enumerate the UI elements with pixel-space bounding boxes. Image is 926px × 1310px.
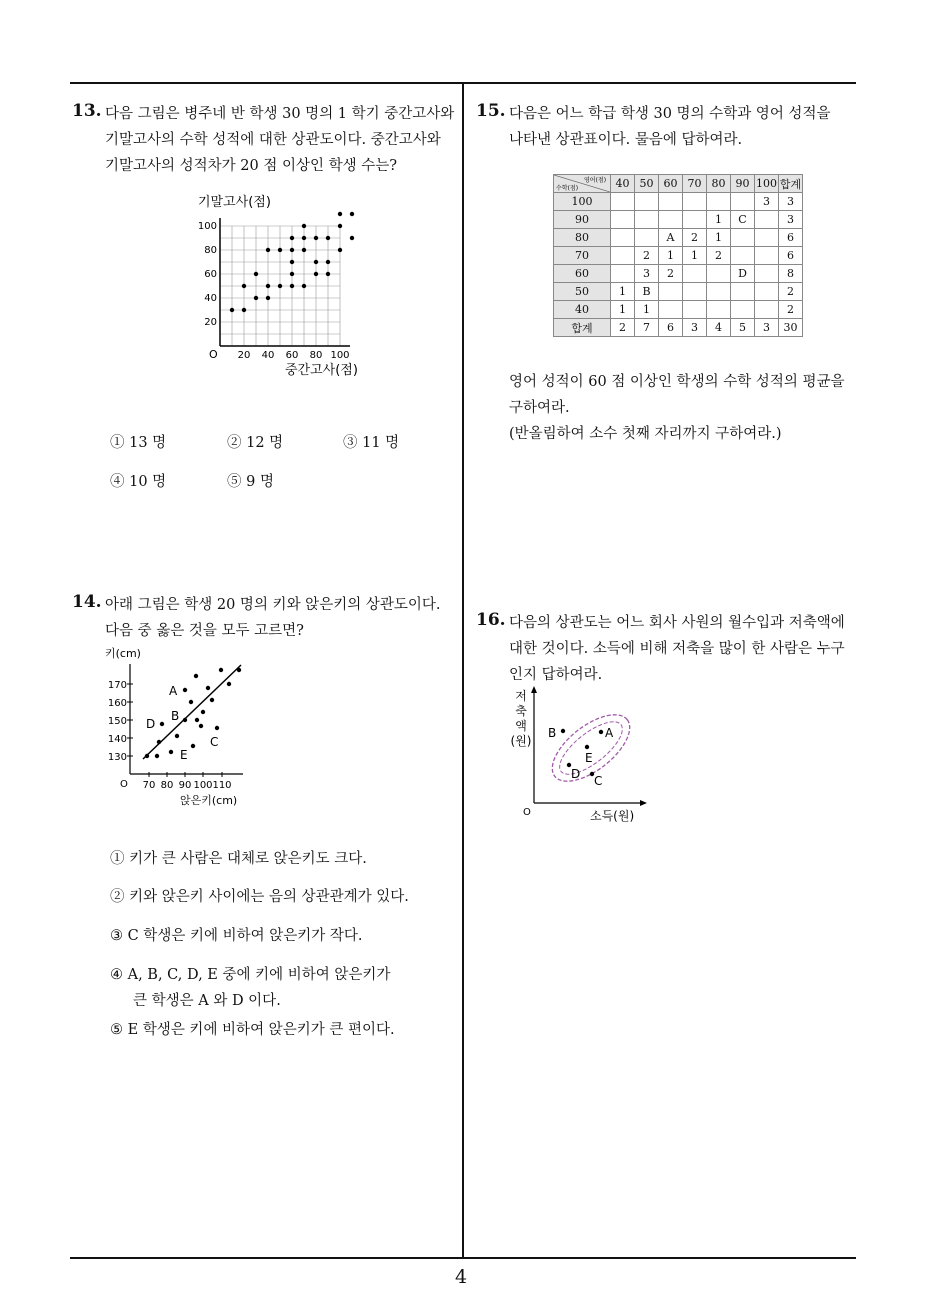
bottom-rule — [70, 1257, 856, 1259]
data-point — [201, 710, 205, 714]
statement-1[interactable]: ① 키가 큰 사람은 대체로 앉은키도 크다. — [110, 851, 367, 867]
table-cell — [611, 193, 635, 211]
table-cell: 2 — [779, 283, 803, 301]
data-point — [314, 272, 318, 276]
table-cell — [755, 247, 779, 265]
table-cell: 7 — [635, 319, 659, 337]
table-cell: 1 — [707, 229, 731, 247]
data-point — [290, 248, 294, 252]
data-point — [278, 248, 282, 252]
table-cell — [611, 265, 635, 283]
x-tick-label: 100 — [330, 350, 350, 361]
table-row — [554, 301, 803, 319]
question-text — [509, 101, 869, 153]
table-cell — [683, 211, 707, 229]
table-cell — [635, 211, 659, 229]
row-header: 40 — [554, 301, 611, 319]
row-header: 합계 — [554, 319, 611, 337]
table-cell — [755, 211, 779, 229]
table-cell: 3 — [755, 193, 779, 211]
data-point — [194, 674, 198, 678]
row-header: 80 — [554, 229, 611, 247]
table-cell: B — [635, 283, 659, 301]
data-point — [169, 750, 173, 754]
table-header-row — [554, 175, 803, 193]
table-cell — [611, 211, 635, 229]
table-cell — [611, 229, 635, 247]
data-point — [561, 729, 565, 733]
table-row — [554, 193, 803, 211]
point-label-a: A — [169, 684, 178, 698]
data-point — [219, 668, 223, 672]
table-cell — [683, 193, 707, 211]
point-label-c: C — [594, 774, 603, 788]
origin-label: O — [209, 348, 218, 361]
point-label-e: E — [585, 751, 593, 765]
correlation-table — [553, 174, 803, 337]
table-row — [554, 247, 803, 265]
choice-4[interactable]: ④ 10 명 — [110, 474, 167, 490]
x-tick-label: 110 — [212, 780, 232, 791]
question-15-subquestion — [509, 369, 844, 447]
scatter-plot-16 — [505, 685, 665, 830]
question-text — [105, 101, 465, 179]
column-header: 50 — [635, 175, 659, 193]
y-tick-label: 170 — [107, 680, 127, 691]
data-point — [290, 260, 294, 264]
data-point — [350, 236, 354, 240]
question-line: 구하여라. — [509, 400, 570, 416]
question-number: 13. — [72, 101, 102, 121]
question-line: 영어 성적이 60 점 이상인 학생의 수학 성적의 평균을 — [509, 374, 845, 390]
table-cell — [659, 283, 683, 301]
data-point — [290, 284, 294, 288]
x-tick-label: 40 — [261, 350, 275, 361]
table-cell: 5 — [731, 319, 755, 337]
column-header: 합계 — [779, 175, 803, 193]
table-cell: 2 — [683, 229, 707, 247]
table-cell: 2 — [611, 319, 635, 337]
table-cell — [707, 301, 731, 319]
corner-top-label: 영어(점) — [584, 177, 607, 184]
origin-label: O — [523, 807, 531, 818]
question-line: 다음의 상관도는 어느 회사 사원의 월수입과 저축액에 — [509, 615, 845, 631]
question-line: 다음 중 옳은 것을 모두 고르면? — [105, 623, 304, 639]
data-point — [585, 745, 589, 749]
data-point — [227, 682, 231, 686]
table-cell: 3 — [779, 211, 803, 229]
data-point — [191, 744, 195, 748]
y-tick-label: 80 — [204, 245, 217, 256]
data-point — [157, 740, 161, 744]
data-point — [183, 688, 187, 692]
correlation-table-grid — [553, 174, 803, 337]
data-point — [599, 730, 603, 734]
table-cell — [755, 265, 779, 283]
y-tick-label: 140 — [107, 734, 127, 745]
data-point — [302, 284, 306, 288]
table-cell — [635, 193, 659, 211]
data-point — [314, 236, 318, 240]
point-label-d: D — [146, 717, 156, 731]
table-cell: 1 — [611, 283, 635, 301]
table-cell — [731, 301, 755, 319]
data-point — [254, 272, 258, 276]
column-header: 60 — [659, 175, 683, 193]
table-cell: 30 — [779, 319, 803, 337]
choice-3[interactable]: ③ 11 명 — [343, 435, 400, 451]
x-tick-label: 90 — [178, 780, 192, 791]
row-header: 70 — [554, 247, 611, 265]
data-point — [266, 248, 270, 252]
origin-label: O — [120, 779, 128, 790]
table-cell — [731, 193, 755, 211]
data-point — [338, 224, 342, 228]
y-axis-label-char: (원) — [510, 734, 532, 748]
data-point — [242, 308, 246, 312]
row-header: 90 — [554, 211, 611, 229]
statement-4[interactable]: ④ A, B, C, D, E 중에 키에 비하여 앉은키가 — [110, 967, 391, 983]
table-row — [554, 211, 803, 229]
column-divider — [462, 82, 464, 1259]
data-point — [237, 668, 241, 672]
data-points — [561, 729, 603, 776]
table-cell: 2 — [659, 265, 683, 283]
column-header: 100 — [755, 175, 779, 193]
row-header: 100 — [554, 193, 611, 211]
table-cell: 1 — [707, 211, 731, 229]
table-cell — [683, 283, 707, 301]
table-cell — [707, 283, 731, 301]
data-point — [254, 296, 258, 300]
row-header: 60 — [554, 265, 611, 283]
table-cell — [707, 193, 731, 211]
point-label-b: B — [171, 709, 180, 723]
corner-diagonal — [554, 175, 610, 192]
data-point — [326, 272, 330, 276]
table-cell — [755, 283, 779, 301]
data-point — [278, 284, 282, 288]
x-tick-labels — [238, 350, 350, 361]
table-cell: 2 — [635, 247, 659, 265]
point-label-a: A — [605, 726, 614, 740]
table-cell: 1 — [635, 301, 659, 319]
question-line: 다음은 어느 학급 학생 30 명의 수학과 영어 성적을 — [509, 106, 831, 122]
scatter-plot-14 — [105, 642, 265, 812]
data-point — [160, 722, 164, 726]
y-tick-label: 40 — [204, 293, 217, 304]
table-cell: 4 — [707, 319, 731, 337]
data-point — [145, 754, 149, 758]
x-tick-label: 20 — [237, 350, 251, 361]
question-line: 인지 답하여라. — [509, 667, 603, 683]
statement-2[interactable]: ② 키와 앉은키 사이에는 음의 상관관계가 있다. — [110, 889, 409, 905]
y-axis-label-char: 액 — [515, 719, 527, 733]
point-label-d: D — [571, 767, 581, 781]
table-cell: 1 — [659, 247, 683, 265]
table-cell: 3 — [755, 319, 779, 337]
data-point — [302, 248, 306, 252]
x-tick-label: 80 — [160, 780, 174, 791]
data-point — [326, 260, 330, 264]
x-tick-labels — [143, 780, 232, 791]
y-axis-label-char: 저 — [515, 689, 527, 703]
table-cell — [683, 301, 707, 319]
table-row — [554, 283, 803, 301]
data-point — [302, 224, 306, 228]
row-header: 50 — [554, 283, 611, 301]
data-point — [266, 284, 270, 288]
statement-5[interactable]: ⑤ E 학생은 키에 비하여 앉은키가 큰 편이다. — [110, 1022, 395, 1038]
question-line: 대한 것이다. 소득에 비해 저축을 많이 한 사람은 누구 — [509, 641, 845, 657]
table-cell: 6 — [779, 229, 803, 247]
table-cell: 3 — [635, 265, 659, 283]
data-point — [210, 698, 214, 702]
table-row — [554, 229, 803, 247]
x-axis-label: 앉은키(cm) — [180, 794, 238, 807]
data-point — [350, 212, 354, 216]
table-cell: 8 — [779, 265, 803, 283]
table-cell — [611, 247, 635, 265]
question-line: 다음 그림은 병주네 반 학생 30 명의 1 학기 중간고사와 — [105, 106, 455, 122]
table-cell — [659, 301, 683, 319]
question-number: 16. — [476, 610, 506, 630]
y-tick-label: 130 — [107, 752, 127, 763]
data-point — [326, 236, 330, 240]
choice-2[interactable]: ② 12 명 — [227, 435, 284, 451]
table-body — [554, 193, 803, 337]
table-row — [554, 265, 803, 283]
question-line: 나타낸 상관표이다. 물음에 답하여라. — [509, 132, 743, 148]
choice-5[interactable]: ⑤ 9 명 — [227, 474, 274, 490]
table-cell — [755, 229, 779, 247]
data-point — [199, 724, 203, 728]
y-tick-label: 60 — [204, 269, 217, 280]
table-row — [554, 319, 803, 337]
point-labels — [146, 684, 218, 762]
table-cell: 2 — [707, 247, 731, 265]
table-cell: D — [731, 265, 755, 283]
data-point — [189, 700, 193, 704]
table-cell — [731, 247, 755, 265]
question-number: 15. — [476, 101, 506, 121]
data-point — [290, 236, 294, 240]
question-number: 14. — [72, 592, 102, 612]
data-point — [175, 734, 179, 738]
table-cell: 6 — [659, 319, 683, 337]
data-point — [183, 718, 187, 722]
data-point — [314, 260, 318, 264]
table-cell: 1 — [611, 301, 635, 319]
x-tick-label: 60 — [285, 350, 299, 361]
table-cell: 3 — [779, 193, 803, 211]
question-text — [509, 610, 869, 688]
question-line: 기말고사의 수학 성적에 대한 상관도이다. 중간고사와 — [105, 132, 441, 148]
question-line: (반올림하여 소수 첫째 자리까지 구하여라.) — [509, 426, 782, 442]
data-point — [195, 718, 199, 722]
x-axis-arrow — [640, 800, 647, 806]
y-tick-label: 100 — [197, 221, 217, 232]
y-tick-labels — [108, 680, 127, 763]
table-cell — [659, 193, 683, 211]
cluster-ellipse — [541, 702, 641, 793]
data-point — [302, 236, 306, 240]
point-label-b: B — [548, 726, 557, 740]
table-corner — [554, 175, 611, 193]
scatter-plot-13 — [190, 188, 380, 383]
table-cell — [707, 265, 731, 283]
y-axis-label: 키(cm) — [105, 647, 141, 660]
column-header: 40 — [611, 175, 635, 193]
x-axis-label: 소득(원) — [590, 809, 635, 823]
data-point — [215, 726, 219, 730]
data-point — [338, 212, 342, 216]
table-cell — [755, 301, 779, 319]
point-label-c: C — [210, 735, 219, 749]
statement-4-cont: 큰 학생은 A 와 D 이다. — [133, 993, 281, 1009]
table-cell — [731, 229, 755, 247]
question-text — [105, 592, 465, 644]
data-point — [206, 686, 210, 690]
column-header: 80 — [707, 175, 731, 193]
data-point — [155, 754, 159, 758]
x-tick-label: 80 — [309, 350, 323, 361]
data-point — [230, 308, 234, 312]
point-label-e: E — [180, 748, 188, 762]
table-cell: 6 — [779, 247, 803, 265]
table-cell: 3 — [683, 319, 707, 337]
table-cell: 2 — [779, 301, 803, 319]
corner-bottom-label: 수학(점) — [556, 185, 579, 192]
y-axis-label: 기말고사(점) — [198, 195, 271, 210]
question-line: 아래 그림은 학생 20 명의 키와 앉은키의 상관도이다. — [105, 597, 441, 613]
table-cell — [659, 211, 683, 229]
table-cell — [683, 265, 707, 283]
column-header: 70 — [683, 175, 707, 193]
statement-3[interactable]: ③ C 학생은 키에 비하여 앉은키가 작다. — [110, 928, 363, 944]
data-point — [242, 284, 246, 288]
data-point — [338, 248, 342, 252]
x-axis-label: 중간고사(점) — [285, 363, 358, 378]
question-line: 기말고사의 성적차가 20 점 이상인 학생 수는? — [105, 158, 397, 174]
choice-1[interactable]: ① 13 명 — [110, 435, 167, 451]
y-tick-label: 20 — [204, 317, 217, 328]
y-tick-labels — [198, 221, 217, 328]
y-tick-label: 160 — [107, 698, 127, 709]
x-tick-label: 100 — [193, 780, 213, 791]
data-point — [266, 296, 270, 300]
table-cell: C — [731, 211, 755, 229]
table-cell — [635, 229, 659, 247]
data-point — [290, 272, 294, 276]
data-points — [145, 668, 241, 758]
table-cell: 1 — [683, 247, 707, 265]
y-tick-label: 150 — [107, 716, 127, 727]
table-cell — [731, 283, 755, 301]
column-header: 90 — [731, 175, 755, 193]
x-tick-label: 70 — [142, 780, 156, 791]
y-axis-label-char: 축 — [515, 704, 527, 718]
table-cell: A — [659, 229, 683, 247]
y-axis-arrow — [531, 686, 537, 693]
page-number: 4 — [455, 1266, 468, 1288]
